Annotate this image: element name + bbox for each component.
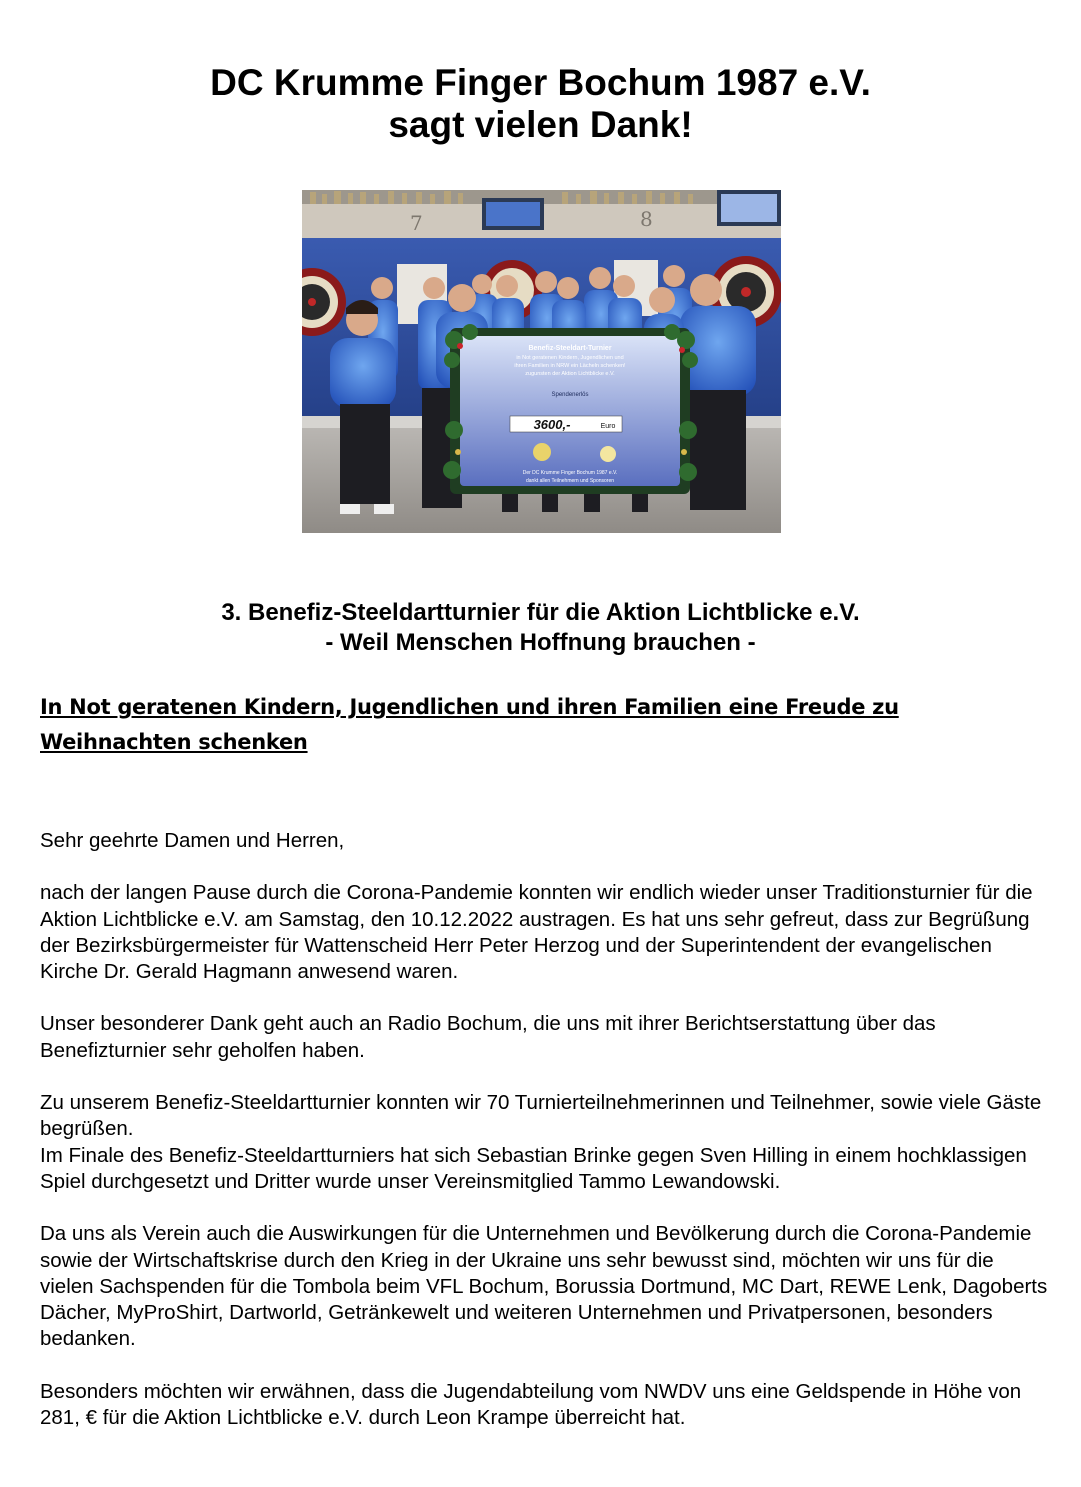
sign-amount-label: Spendenerlös (551, 392, 589, 398)
page-title (0, 62, 1081, 146)
paragraph-youth-donation: Besonders möchten wir erwähnen, dass die Jugendabteilung vom NWDV uns eine Geldspende in Höhe von 281, € für die Aktion Lichtblicke e.V. durch Leon Krampe überreicht hat. (40, 1379, 1022, 1430)
title-line-1: DC Krumme Finger Bochum 1987 e.V. (210, 62, 871, 103)
salutation: Sehr geehrte Damen und Herren, (40, 829, 345, 852)
letter-body (40, 828, 1050, 1457)
paragraph-participants: Zu unserem Benefiz-Steeldartturnier konnten wir 70 Turnierteilnehmerinnen und Teilnehmer, sowie viele Gäste begrüßen. Im Finale des Benefiz-Steeldartturniers hat sich Sebastian Brinke gegen Sven Hilling in einem hochklassigen Spiel durchgesetzt und Dritter wurde unser Vereinsmitglied Tammo Lewandowski. (40, 1091, 1042, 1193)
sign-line-3: ihren Familien in NRW ein Lächeln schenken! (514, 363, 626, 369)
sign-line-1: Benefiz-Steeldart-Turnier (528, 345, 612, 352)
sign-footer-2: dankt allen Teilnehmern und Sponsoren (525, 478, 615, 484)
team-photo (302, 190, 781, 533)
sign-footer-1: Der DC Krumme Finger Bochum 1987 e.V. (522, 470, 618, 476)
sign-amount: 3600,- (533, 417, 571, 432)
lane-number-7: 7 (410, 211, 423, 235)
lane-number-8: 8 (640, 207, 653, 231)
subtitle-line-1: 3. Benefiz-Steeldartturnier für die Aktion Lichtblicke e.V. (221, 599, 860, 626)
sign-currency: Euro (600, 423, 616, 430)
team-photo-illustration (302, 190, 781, 533)
title-line-2: sagt vielen Dank! (388, 104, 693, 145)
donation-sign (443, 324, 698, 494)
sign-line-4: zugunsten der Aktion Lichtblicke e.V. (525, 371, 615, 377)
lichtblicke-logo-icon (600, 446, 616, 462)
event-subtitle (0, 598, 1081, 658)
paragraph-tournament: nach der langen Pause durch die Corona-Pandemie konnten wir endlich wieder unser Traditionsturnier für die Aktion Lichtblicke e.V. am Samstag, den 10.12.2022 austragen. Es hat uns sehr gefreut, dass zur Begrüßung der Bezirksbürgermeister für Wattenscheid Herr Peter Herzog und der Superintendent der evangelischen Kirche Dr. Gerald Hagmann anwesend waren. (40, 881, 1033, 984)
club-logo-icon (533, 443, 551, 461)
sign-line-2: in Not geratenen Kindern, Jugendlichen und (516, 355, 624, 361)
subtitle-line-2: - Weil Menschen Hoffnung brauchen - (325, 629, 756, 656)
paragraph-radio: Unser besonderer Dank geht auch an Radio Bochum, die uns mit ihrer Berichtserstattung über das Benefizturnier sehr geholfen haben. (40, 1012, 936, 1062)
paragraph-sponsors: Da uns als Verein auch die Auswirkungen für die Unternehmen und Bevölkerung durch die Corona-Pandemie sowie der Wirtschaftskrise durch den Krieg in der Ukraine uns sehr bewusst sind, möchten wir uns für die vielen Sachspenden für die Tombola beim VFL Bochum, Borussia Dortmund, MC Dart, REWE Lenk, Dagoberts Dächer, MyProShirt, Dartworld, Getränkewelt und weiteren Unternehmen und Privatpersonen, besonders bedanken. (40, 1222, 1048, 1351)
underlined-headline: In Not geratenen Kindern, Jugendlichen und ihren Familien eine Freude zu Weihnachten schenken (40, 695, 899, 754)
